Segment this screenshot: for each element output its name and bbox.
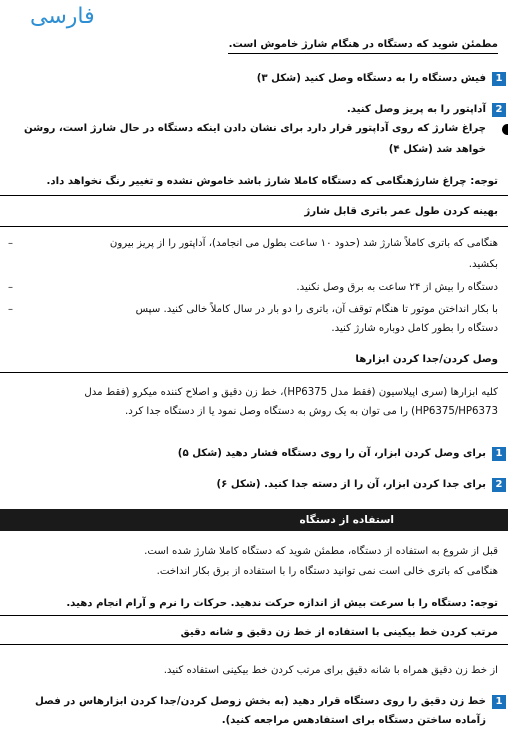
intro-underline <box>228 53 498 54</box>
section-title-tools: وصل کردن/جدا کردن ابزارها <box>355 354 498 365</box>
step-number: 1 <box>492 695 506 709</box>
charging-light-text-2: خواهد شد (شکل ۴) <box>388 144 486 155</box>
battery-item-1-cont: بکشید. <box>468 259 498 270</box>
usage-note: توجه: دستگاه را با سرعت بیش از اندازه حرکت ندهید. حرکات را نرم و آرام انجام دهید. <box>66 598 498 609</box>
tools-paragraph-1: کلیه ابزارها (سری اپیلاسیون (فقط مدل HP6375)، خط زن دقیق و اصلاح کننده میکرو (فقط مدل <box>84 387 498 398</box>
charging-step-2: آداپتور را به پریز وصل کنید. <box>346 104 486 115</box>
usage-step-1: خط زن دقیق را روی دستگاه قرار دهید (به بخش زوصل کردن/جدا کردن ابزارهاس در فصل <box>34 696 486 707</box>
battery-item-2: دستگاه را بیش از ۲۴ ساعت به برق وصل نکنید. <box>296 282 498 293</box>
intro-text: مطمئن شوید که دستگاه در هنگام شارژ خاموش است. <box>228 39 498 50</box>
dash-icon: – <box>8 282 13 293</box>
tools-step-2: برای جدا کردن ابزار، آن را از دسته جدا کنید. (شکل ۶) <box>216 479 486 490</box>
divider <box>0 372 508 373</box>
charging-step-1: فیش دستگاه را به دستگاه وصل کنید (شکل ۳) <box>256 73 486 84</box>
charging-light-text-1: چراغ شارژ که روی آداپتور قرار دارد برای نشان دادن اینکه دستگاه در حال شارژ است، روشن <box>23 123 486 134</box>
tools-step-1: برای وصل کردن ابزار، آن را روی دستگاه فشار دهید (شکل ۵) <box>177 448 486 459</box>
divider <box>0 226 508 227</box>
dash-icon: – <box>8 304 13 315</box>
battery-item-1: هنگامی که باتری کاملاً شارژ شد (حدود ۱۰ ساعت بطول می انجامد)، آداپتور را از پریز بیرون <box>109 238 498 249</box>
usage-step-1-cont: زآماده ساختن دستگاه برای استفادهس مراجعه کنید). <box>221 715 486 726</box>
language-title: فارسی <box>30 4 95 29</box>
usage-line-1: قبل از شروع به استفاده از دستگاه، مطمئن شوید که دستگاه کاملا شارژ شده است. <box>144 546 498 557</box>
divider <box>0 615 508 616</box>
section-bar-usage: استفاده از دستگاه <box>0 509 508 531</box>
step-number: 2 <box>492 103 506 117</box>
usage-subtitle: مرتب کردن خط بیکینی با استفاده از خط زن دقیق و شانه دقیق <box>180 627 498 638</box>
tools-paragraph-2: HP6375/HP6373) را می توان به یک روش به دستگاه وصل نمود یا از دستگاه جدا کرد. <box>124 406 498 417</box>
step-number: 1 <box>492 447 506 461</box>
battery-item-3: با بکار انداختن موتور تا هنگام توقف آن، باتری را دو بار در سال کاملاً خالی کنید. سپس <box>135 304 498 315</box>
divider <box>0 644 508 645</box>
section-title-battery: بهینه کردن طول عمر باتری قابل شارژ <box>304 206 498 217</box>
divider <box>0 195 508 196</box>
bullet-icon <box>502 124 508 135</box>
battery-item-3-cont: دستگاه را بطور کامل دوباره شارژ کنید. <box>331 323 498 334</box>
usage-paragraph: از خط زن دقیق همراه با شانه دقیق برای مرتب کردن خط بیکینی استفاده کنید. <box>163 665 498 676</box>
usage-line-2: هنگامی که باتری خالی است نمی توانید دستگاه را با استفاده از برق بکار انداخت. <box>156 566 498 577</box>
dash-icon: – <box>8 238 13 249</box>
charging-note: توجه: چراغ شارژهنگامی که دستگاه کاملا شارژ باشد خاموش نشده و تغییر رنگ نخواهد داد. <box>46 176 498 187</box>
step-number: 2 <box>492 478 506 492</box>
step-number: 1 <box>492 72 506 86</box>
